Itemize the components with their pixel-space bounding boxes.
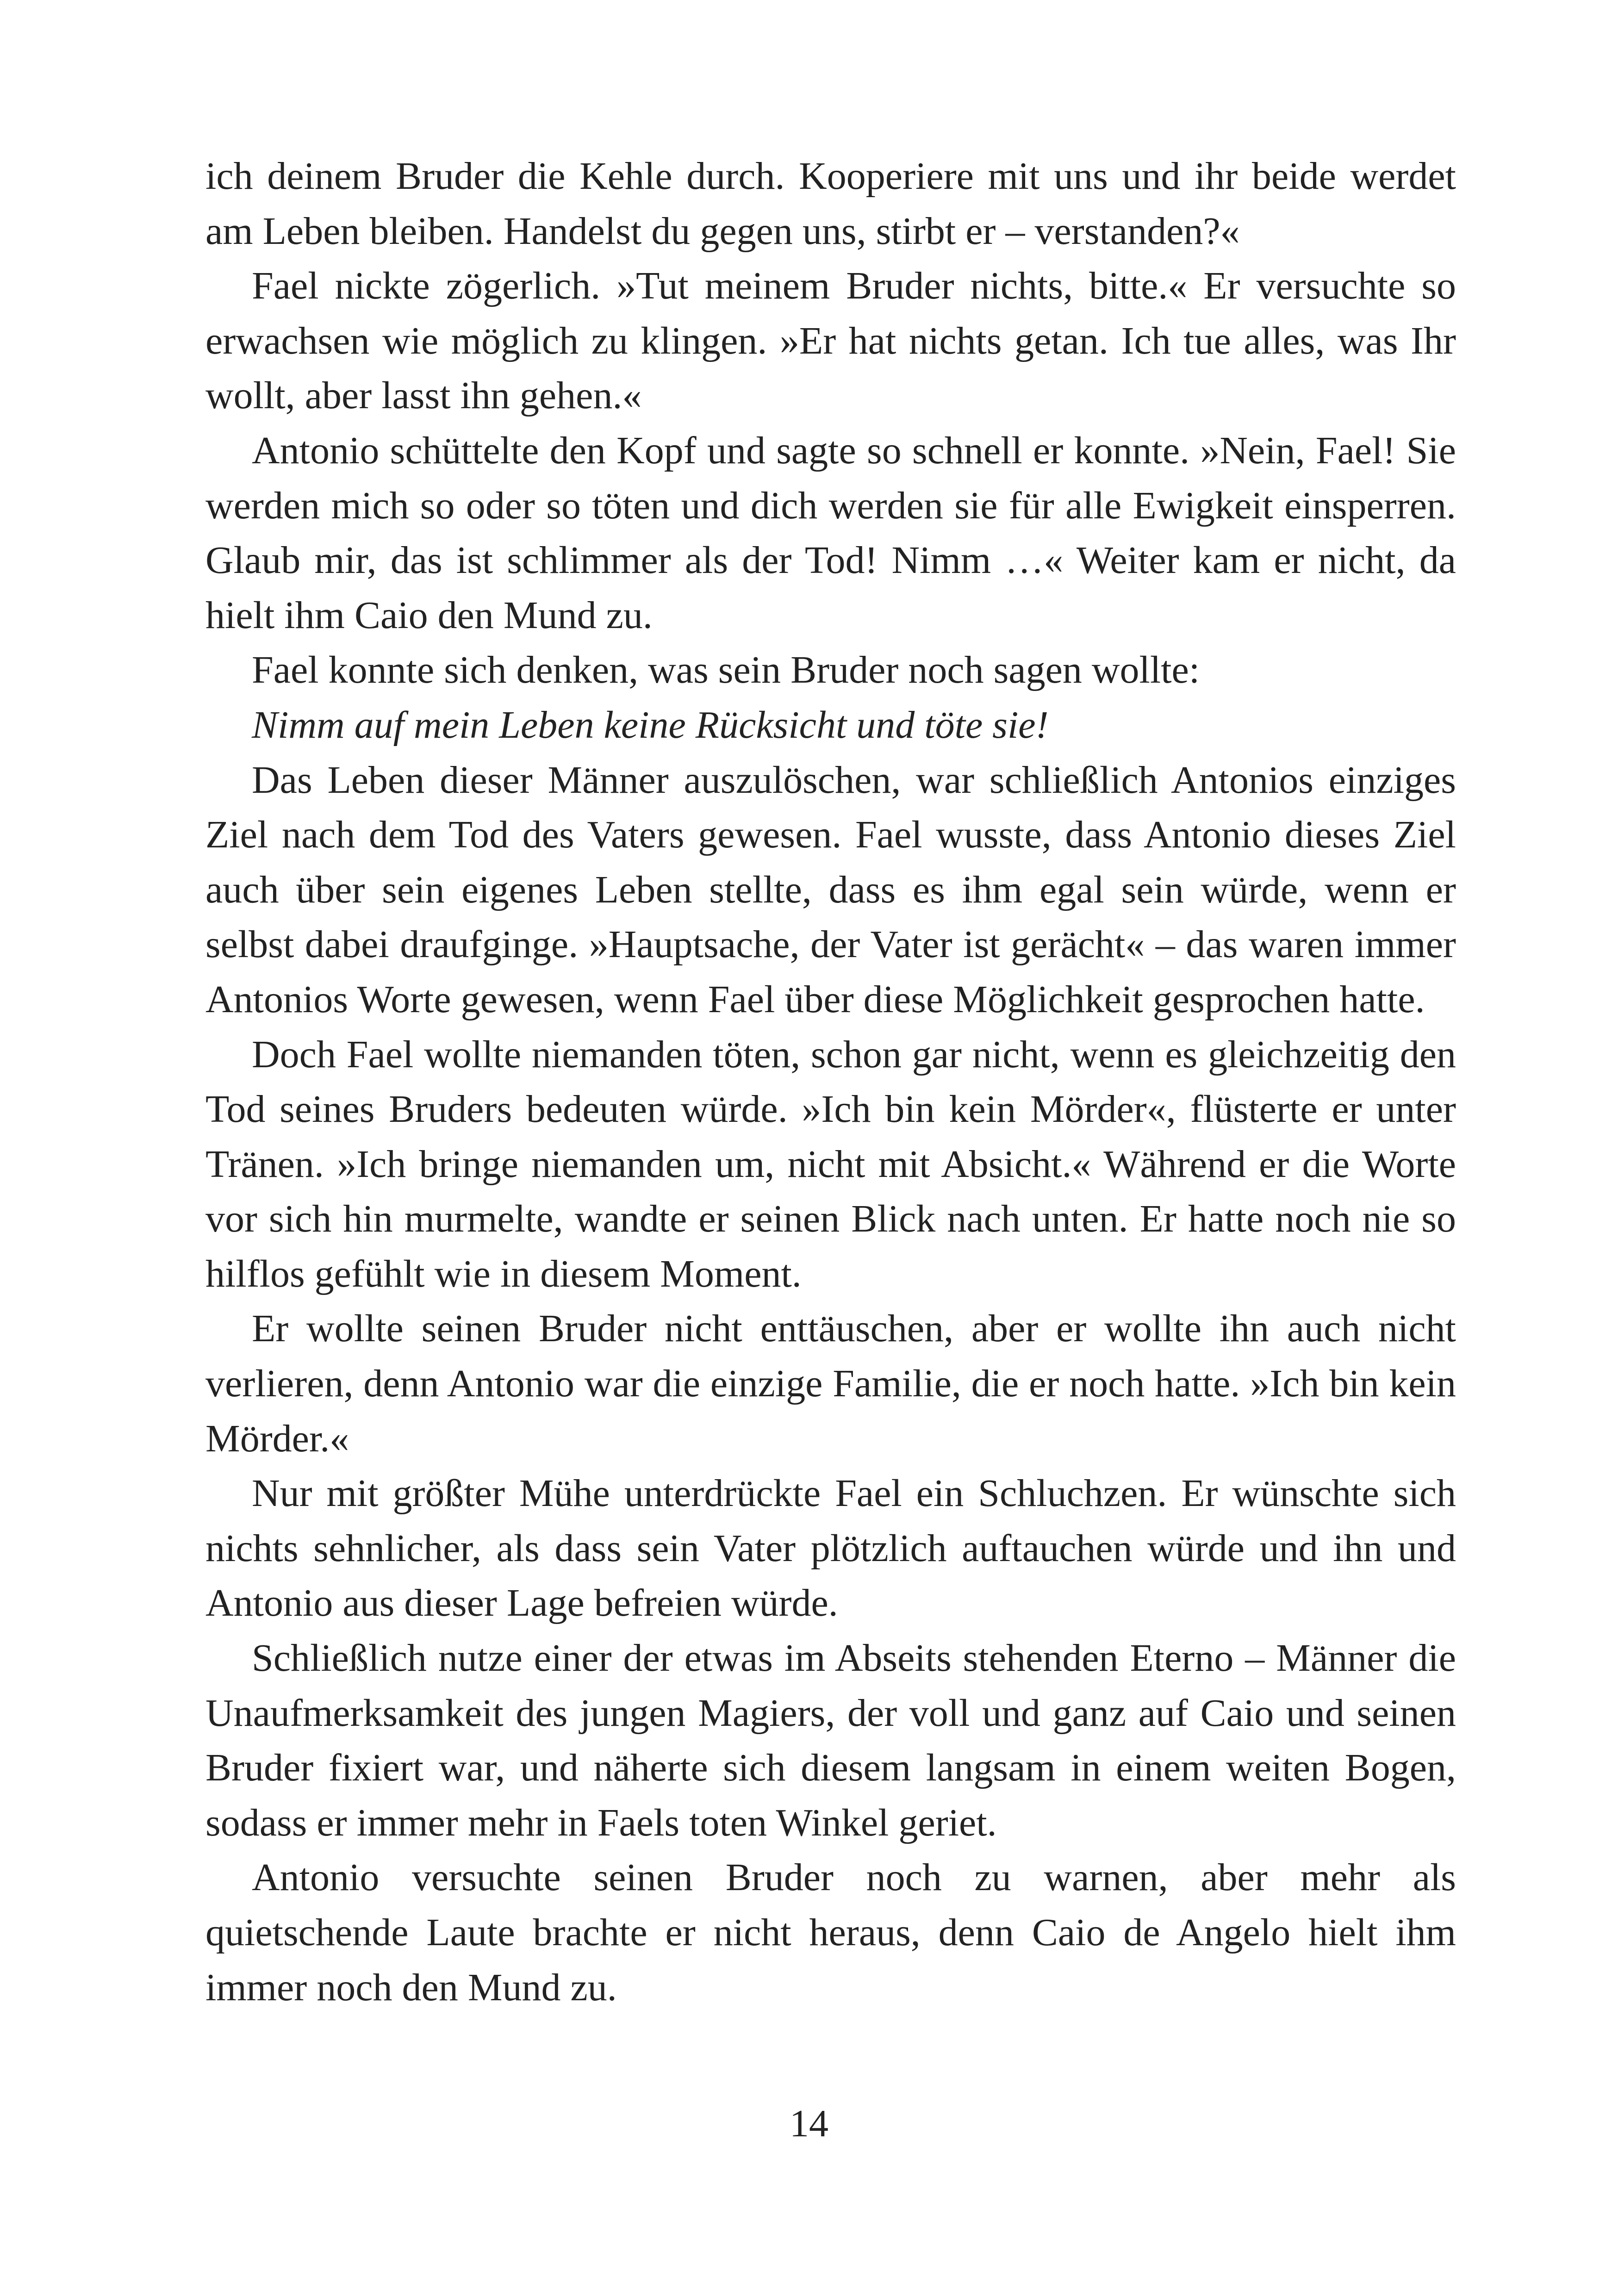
paragraph-4: Fael konnte sich denken, was sein Bruder noch sagen wollte: xyxy=(252,648,1200,692)
paragraph-11: Antonio versuchte seinen Bruder noch zu warnen, aber mehr als quietschende Laute brachte er nicht heraus, denn Caio de Angelo hielt ihm immer noch den Mund zu. xyxy=(205,1856,1456,2009)
paragraph-5-italic-thought: Nimm auf mein Leben keine Rücksicht und töte sie! xyxy=(252,703,1049,747)
page-number: 14 xyxy=(790,2102,828,2145)
paragraph-9: Nur mit größter Mühe unterdrückte Fael ein Schluchzen. Er wünschte sich nichts sehnlicher, als dass sein Vater plötzlich auftauchen würde und ihn und Antonio aus dieser Lage befreien würde. xyxy=(205,1472,1456,1625)
paragraph-1: ich deinem Bruder die Kehle durch. Kooperiere mit uns und ihr beide werdet am Leben bleiben. Handelst du gegen uns, stirbt er – verstanden?« xyxy=(205,155,1456,253)
paragraph-7: Doch Fael wollte niemanden töten, schon gar nicht, wenn es gleichzeitig den Tod seines Bruders bedeuten würde. »Ich bin kein Mörder«, flüsterte er unter Tränen. »Ich bringe niemanden um, nicht mit Absicht.« Während er die Worte vor sich hin murmelte, wandte er seinen Blick nach unten. Er hatte noch nie so hilflos gefühlt wie in diesem Moment. xyxy=(205,1033,1456,1295)
paragraph-6: Das Leben dieser Männer auszulöschen, war schließlich Antonios einziges Ziel nach dem Tod des Vaters gewesen. Fael wusste, dass Antonio dieses Ziel auch über sein eigenes Leben stellte, dass es ihm egal sein würde, wenn er selbst dabei draufginge. »Hauptsache, der Vater ist gerächt« – das waren immer Antonios Worte gewesen, wenn Fael über diese Möglichkeit gesprochen hatte. xyxy=(205,758,1456,1021)
paragraph-2: Fael nickte zögerlich. »Tut meinem Bruder nichts, bitte.« Er versuchte so erwachsen wie möglich zu klingen. »Er hat nichts getan. Ich tue alles, was Ihr wollt, aber lasst ihn gehen.« xyxy=(205,264,1456,417)
body-text xyxy=(205,149,1456,2015)
paragraph-8: Er wollte seinen Bruder nicht enttäuschen, aber er wollte ihn auch nicht verlieren, denn Antonio war die einzige Familie, die er noch hatte. »Ich bin kein Mörder.« xyxy=(205,1307,1456,1460)
paragraph-3: Antonio schüttelte den Kopf und sagte so schnell er konnte. »Nein, Fael! Sie werden mich so oder so töten und dich werden sie für alle Ewigkeit einsperren. Glaub mir, das ist schlimmer als der Tod! Nimm …« Weiter kam er nicht, da hielt ihm Caio den Mund zu. xyxy=(205,429,1456,637)
paragraph-10: Schließlich nutze einer der etwas im Abseits stehenden Eterno – Männer die Unaufmerksamkeit des jungen Magiers, der voll und ganz auf Caio und seinen Bruder fixiert war, und näherte sich diesem langsam in einem weiten Bogen, sodass er immer mehr in Faels toten Winkel geriet. xyxy=(205,1636,1456,1844)
